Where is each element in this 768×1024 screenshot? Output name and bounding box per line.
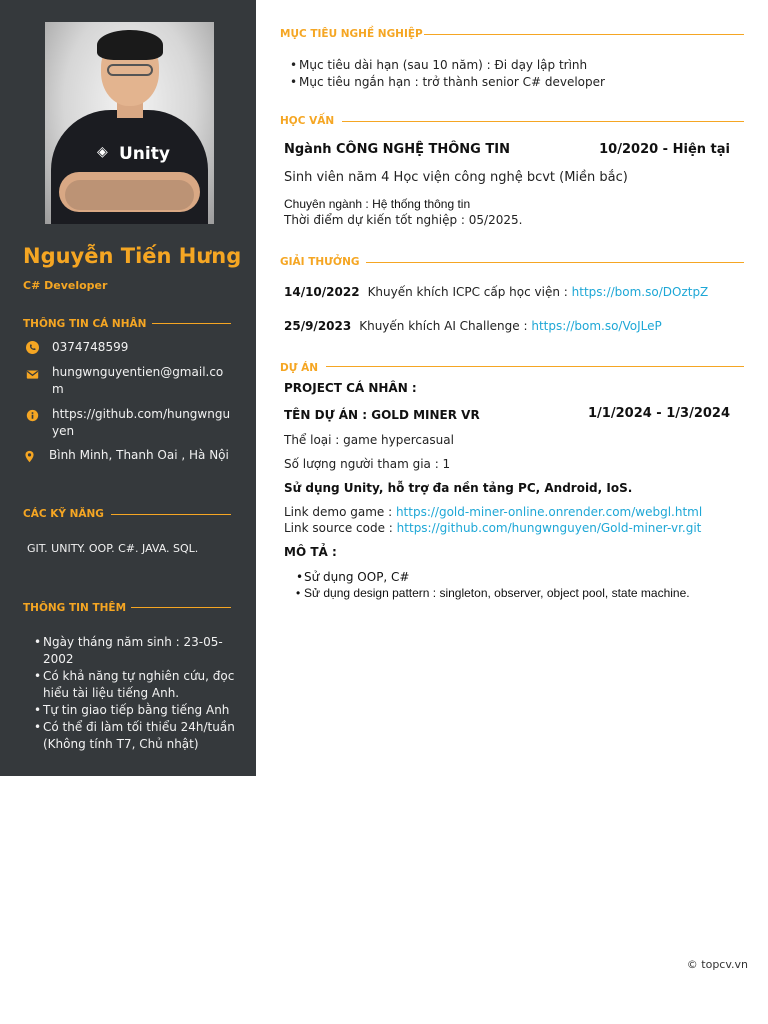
- profile-name: Nguyễn Tiến Hưng: [23, 244, 242, 268]
- heading-divider: [326, 366, 744, 367]
- heading-divider: [111, 514, 231, 515]
- heading-divider: [152, 323, 231, 324]
- project-demo: [284, 505, 702, 519]
- award-text: Khuyến khích AI Challenge :: [359, 319, 532, 333]
- info-icon: [26, 409, 39, 422]
- education-specialty: Chuyên ngành : Hệ thống thông tin: [284, 197, 471, 211]
- awards-heading: GIẢI THƯỞNG: [280, 256, 360, 268]
- footer-brand[interactable]: © topcv.vn: [686, 958, 748, 971]
- project-desc-list: [296, 569, 690, 601]
- list-item: • Mục tiêu ngắn hạn : trở thành senior C# developer: [290, 74, 605, 91]
- education-school: Sinh viên năm 4 Học viện công nghệ bcvt (Miền bắc): [284, 170, 628, 185]
- project-source: [284, 521, 701, 535]
- education-graduation: Thời điểm dự kiến tốt nghiệp : 05/2025.: [284, 213, 523, 227]
- award-date: 14/10/2022: [284, 285, 360, 299]
- list-item: • Tự tin giao tiếp bằng tiếng Anh: [30, 702, 240, 719]
- list-item: • Mục tiêu dài hạn (sau 10 năm) : Đi dạy lập trình: [290, 57, 605, 74]
- heading-divider: [424, 34, 744, 35]
- project-tech: Sử dụng Unity, hỗ trợ đa nền tảng PC, Android, IoS.: [284, 481, 633, 495]
- source-label: Link source code :: [284, 521, 397, 535]
- extra-info-heading: THÔNG TIN THÊM: [23, 602, 127, 614]
- list-item: • Có khả năng tự nghiên cứu, đọc hiểu tài liệu tiếng Anh.: [30, 668, 240, 702]
- extra-info-list: [30, 634, 240, 753]
- award-link[interactable]: https://bom.so/DOztpZ: [571, 285, 709, 299]
- objective-heading: MỤC TIÊU NGHỀ NGHIỆP: [280, 28, 423, 40]
- education-major: Ngành CÔNG NGHỆ THÔNG TIN: [284, 142, 510, 157]
- shirt-logo-text: Unity: [119, 144, 170, 164]
- heading-divider: [131, 607, 231, 608]
- location-icon: [23, 450, 36, 463]
- project-subheading: PROJECT CÁ NHÂN :: [284, 381, 417, 395]
- list-item: • Có thể đi làm tối thiểu 24h/tuần (Không tính T7, Chủ nhật): [30, 719, 240, 753]
- award-text: Khuyến khích ICPC cấp học viện :: [367, 285, 572, 299]
- project-members: Số lượng người tham gia : 1: [284, 457, 451, 471]
- list-item: • Ngày tháng năm sinh : 23-05-2002: [30, 634, 240, 668]
- list-item: • Sử dụng design pattern : singleton, observer, object pool, state machine.: [296, 585, 690, 601]
- email-text: hungwnguyentien@gmail.com: [52, 365, 224, 396]
- contact-phone[interactable]: [26, 339, 232, 356]
- project-title: TÊN DỰ ÁN : GOLD MINER VR: [284, 408, 480, 422]
- project-period: 1/1/2024 - 1/3/2024: [588, 406, 730, 421]
- email-icon: [26, 368, 39, 381]
- projects-heading: DỰ ÁN: [280, 362, 319, 374]
- list-item: • Sử dụng OOP, C#: [296, 569, 690, 585]
- unity-logo-icon: ◈: [97, 144, 108, 160]
- project-genre: Thể loại : game hypercasual: [284, 433, 454, 447]
- contact-email[interactable]: [26, 364, 232, 398]
- personal-info-heading: THÔNG TIN CÁ NHÂN: [23, 318, 147, 330]
- contact-github[interactable]: [26, 406, 232, 440]
- objective-list: [290, 57, 605, 91]
- profile-role: C# Developer: [23, 279, 108, 292]
- skills-text: GIT. UNITY. OOP. C#. JAVA. SQL.: [27, 542, 199, 555]
- skills-heading: CÁC KỸ NĂNG: [23, 508, 104, 520]
- profile-photo: [45, 22, 214, 224]
- award-date: 25/9/2023: [284, 319, 352, 333]
- award-link[interactable]: https://bom.so/VoJLeP: [531, 319, 662, 333]
- project-desc-heading: MÔ TẢ :: [284, 545, 337, 559]
- education-heading: HỌC VẤN: [280, 115, 335, 127]
- sidebar: [0, 0, 256, 776]
- heading-divider: [342, 121, 744, 122]
- demo-link[interactable]: https://gold-miner-online.onrender.com/webgl.html: [395, 505, 703, 519]
- phone-icon: [26, 341, 39, 354]
- heading-divider: [366, 262, 744, 263]
- award-item: [284, 285, 708, 299]
- contact-address: [23, 447, 229, 464]
- education-period: 10/2020 - Hiện tại: [599, 142, 730, 157]
- demo-label: Link demo game :: [284, 505, 396, 519]
- github-text: https://github.com/hungwnguyen: [52, 407, 231, 438]
- phone-text: 0374748599: [52, 340, 129, 354]
- source-link[interactable]: https://github.com/hungwnguyen/Gold-miner-vr.git: [396, 521, 702, 535]
- address-text: Bình Minh, Thanh Oai , Hà Nội: [49, 448, 229, 462]
- award-item: [284, 319, 662, 333]
